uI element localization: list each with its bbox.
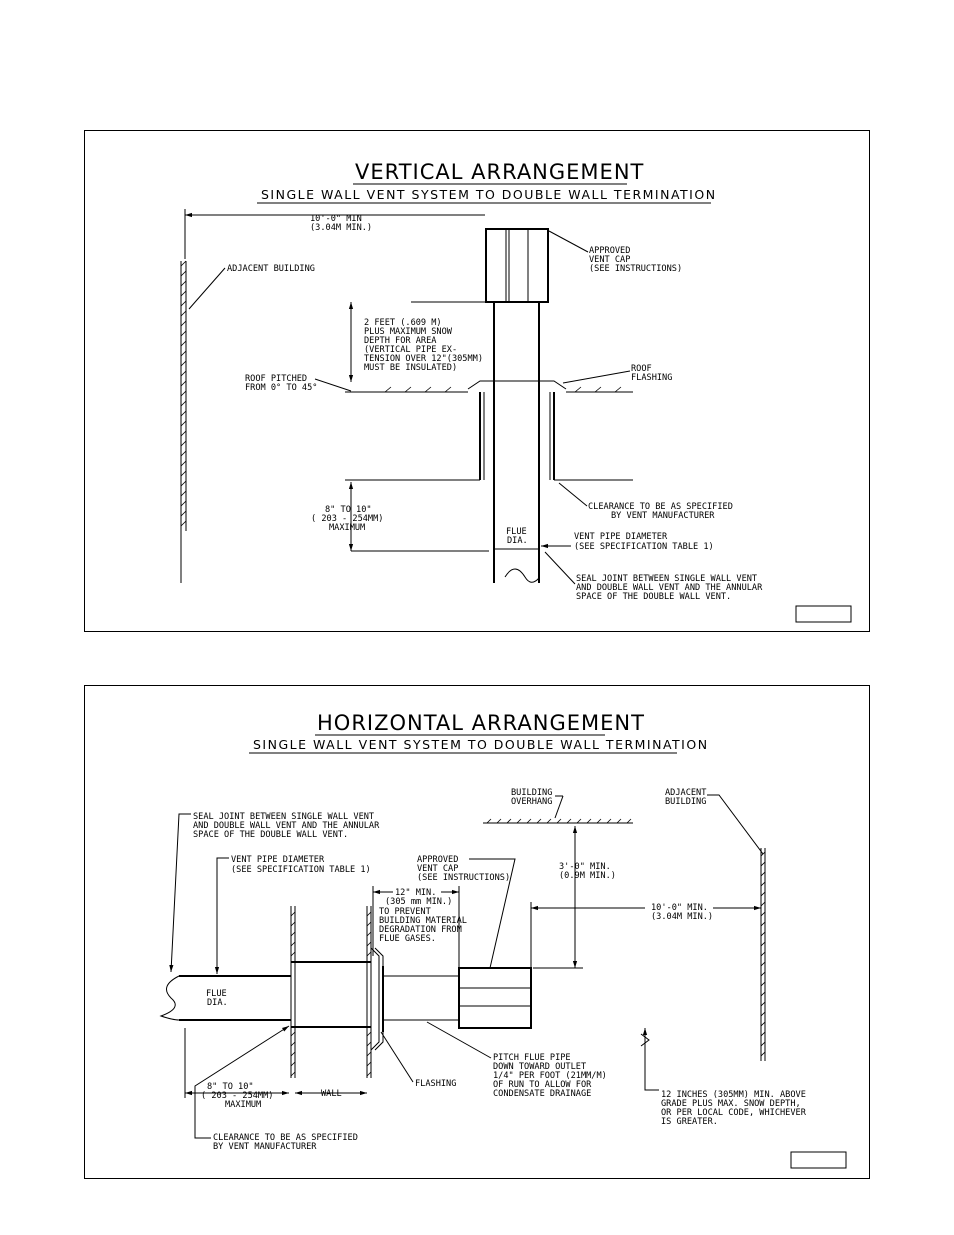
grade-label-2: GRADE PLUS MAX. SNOW DEPTH, — [661, 1099, 801, 1109]
seal-label-1: SEAL JOINT BETWEEN SINGLE WALL VENT — [576, 574, 758, 584]
depth-label-2: ( 203 - 254MM) — [311, 514, 384, 524]
pitch-label-3: 1/4" PER FOOT (21MM/M) — [493, 1071, 607, 1081]
vent-cap-label-3: (SEE INSTRUCTIONS) — [417, 873, 511, 883]
wall-label: WALL — [321, 1089, 342, 1099]
ext-label-6: FLUE GASES. — [379, 934, 436, 944]
overhang-label-2: OVERHANG — [511, 797, 553, 807]
pipe-dia-leader — [217, 858, 229, 974]
clearance-spec-leader — [559, 483, 587, 506]
height-label-5: TENSION OVER 12"(305MM) — [364, 354, 483, 364]
flashing-leader — [381, 1032, 413, 1082]
pitch-label-1: PITCH FLUE PIPE — [493, 1053, 571, 1063]
roof-flashing — [468, 381, 566, 389]
vent-cap-label-3: (SEE INSTRUCTIONS) — [589, 264, 683, 274]
height-label-6: MUST BE INSULATED) — [364, 363, 458, 373]
ext-label-5: DEGRADATION FROM — [379, 925, 462, 935]
vent-cap-label-1: APPROVED — [417, 855, 459, 865]
vertical-arrangement-diagram — [85, 131, 871, 633]
height-label-1: 2 FEET (.609 M) — [364, 318, 442, 328]
roof-pitched-label-1: ROOF PITCHED — [245, 374, 308, 384]
height-label-3: DEPTH FOR AREA — [364, 336, 437, 346]
roof-flashing-leader — [563, 371, 630, 383]
vent-cap — [486, 229, 548, 302]
depth-label-3: MAXIMUM — [225, 1100, 262, 1110]
overhang-leader-b — [555, 796, 563, 818]
horizontal-title: HORIZONTAL ARRANGEMENT — [317, 711, 645, 735]
roof-flashing-label-1: ROOF — [631, 364, 652, 374]
roof-pitched-leader — [315, 379, 351, 391]
seal-joint-leader — [545, 552, 575, 584]
wall-section — [291, 906, 371, 1078]
depth-label-1: 8" TO 10" — [207, 1082, 254, 1092]
clearance-spec-label-1: CLEARANCE TO BE AS SPECIFIED — [588, 502, 733, 512]
depth-label-3: MAXIMUM — [329, 523, 366, 533]
vertical-subtitle: SINGLE WALL VENT SYSTEM TO DOUBLE WALL TERMINATION — [261, 187, 717, 202]
vertical-title: VERTICAL ARRANGEMENT — [355, 160, 645, 184]
ceiling-section — [345, 392, 633, 480]
overhang-min-label-1: 3'-0" MIN. — [559, 862, 611, 872]
clearance-spec-label-2: BY VENT MANUFACTURER — [213, 1142, 317, 1152]
adjacent-building-wall — [761, 848, 765, 1061]
flue-label-2: DIA. — [207, 998, 228, 1008]
pipe-dia-label-1: VENT PIPE DIAMETER — [574, 532, 668, 542]
vent-cap-label-2: VENT CAP — [589, 255, 631, 265]
seal-label-1: SEAL JOINT BETWEEN SINGLE WALL VENT — [193, 812, 375, 822]
adjacent-label-2: BUILDING — [665, 797, 707, 807]
height-label-2: PLUS MAXIMUM SNOW — [364, 327, 452, 337]
vent-cap-label-1: APPROVED — [589, 246, 631, 256]
roof-pitched-label-2: FROM 0° TO 45° — [245, 383, 318, 393]
seal-joint-leader — [171, 814, 191, 972]
grade-label-4: IS GREATER. — [661, 1117, 718, 1127]
height-label-4: (VERTICAL PIPE EX- — [364, 345, 458, 355]
roof-line — [345, 387, 633, 392]
pitch-label-4: OF RUN TO ALLOW FOR — [493, 1080, 592, 1090]
overhang-min-label-2: (0.9M MIN.) — [559, 871, 616, 881]
clearance-spec-label-2: BY VENT MANUFACTURER — [611, 511, 715, 521]
ext-label-4: BUILDING MATERIAL — [379, 916, 467, 926]
pipe-dia-label-2: (SEE SPECIFICATION TABLE 1) — [231, 865, 371, 875]
adjacent-label-1: ADJACENT — [665, 788, 707, 798]
ext-label-2: (305 mm MIN.) — [385, 897, 453, 907]
seal-label-2: AND DOUBLE WALL VENT AND THE ANNULAR — [576, 583, 763, 593]
clearance-min-label: 10'-0" MIN — [310, 214, 362, 224]
adjacent-building-leader — [189, 268, 225, 309]
flashing-label: FLASHING — [415, 1079, 457, 1089]
vertical-arrangement-panel — [84, 130, 870, 632]
flue-label-1: FLUE — [206, 989, 227, 999]
depth-label-2: ( 203 - 254MM) — [201, 1091, 274, 1101]
figure-number-box — [791, 1152, 846, 1168]
horizontal-arrangement-diagram — [85, 686, 871, 1180]
adjacent-min-label-1: 10'-0" MIN. — [651, 903, 708, 913]
adjacent-building-label: ADJACENT BUILDING — [227, 264, 315, 274]
vent-cap — [459, 968, 531, 1028]
vent-cap-leader — [549, 231, 588, 252]
horizontal-arrangement-panel — [84, 685, 870, 1179]
pipe-dia-label-2: (SEE SPECIFICATION TABLE 1) — [574, 542, 714, 552]
double-wall-vent — [383, 976, 459, 1020]
overhang-label-1: BUILDING — [511, 788, 553, 798]
pitch-label-2: DOWN TOWARD OUTLET — [493, 1062, 587, 1072]
clearance-spec-label-1: CLEARANCE TO BE AS SPECIFIED — [213, 1133, 358, 1143]
clearance-min-metric-label: (3.04M MIN.) — [310, 223, 373, 233]
seal-label-2: AND DOUBLE WALL VENT AND THE ANNULAR — [193, 821, 380, 831]
adjacent-leader — [707, 795, 763, 854]
horizontal-subtitle: SINGLE WALL VENT SYSTEM TO DOUBLE WALL TERMINATION — [253, 737, 709, 752]
ext-label-3: TO PREVENT — [379, 907, 431, 917]
flue-label-2: DIA. — [507, 536, 528, 546]
flashing — [371, 948, 383, 1050]
seal-label-3: SPACE OF THE DOUBLE WALL VENT. — [193, 830, 349, 840]
grade-leader — [645, 1074, 659, 1090]
adjacent-building-wall — [181, 261, 186, 583]
pipe-dia-label-1: VENT PIPE DIAMETER — [231, 855, 325, 865]
seal-label-3: SPACE OF THE DOUBLE WALL VENT. — [576, 592, 732, 602]
depth-label-1: 8" TO 10" — [325, 505, 372, 515]
pitch-label-5: CONDENSATE DRAINAGE — [493, 1089, 592, 1099]
ext-label-1: 12" MIN. — [395, 888, 437, 898]
vent-cap-label-2: VENT CAP — [417, 864, 459, 874]
flue-label-1: FLUE — [506, 527, 527, 537]
figure-number-box — [796, 606, 851, 622]
building-overhang — [483, 819, 633, 823]
adjacent-min-label-2: (3.04M MIN.) — [651, 912, 714, 922]
roof-flashing-label-2: FLASHING — [631, 373, 673, 383]
pipe-break-symbol — [505, 569, 539, 582]
grade-label-1: 12 INCHES (305MM) MIN. ABOVE — [661, 1090, 806, 1100]
grade-label-3: OR PER LOCAL CODE, WHICHEVER — [661, 1108, 806, 1118]
